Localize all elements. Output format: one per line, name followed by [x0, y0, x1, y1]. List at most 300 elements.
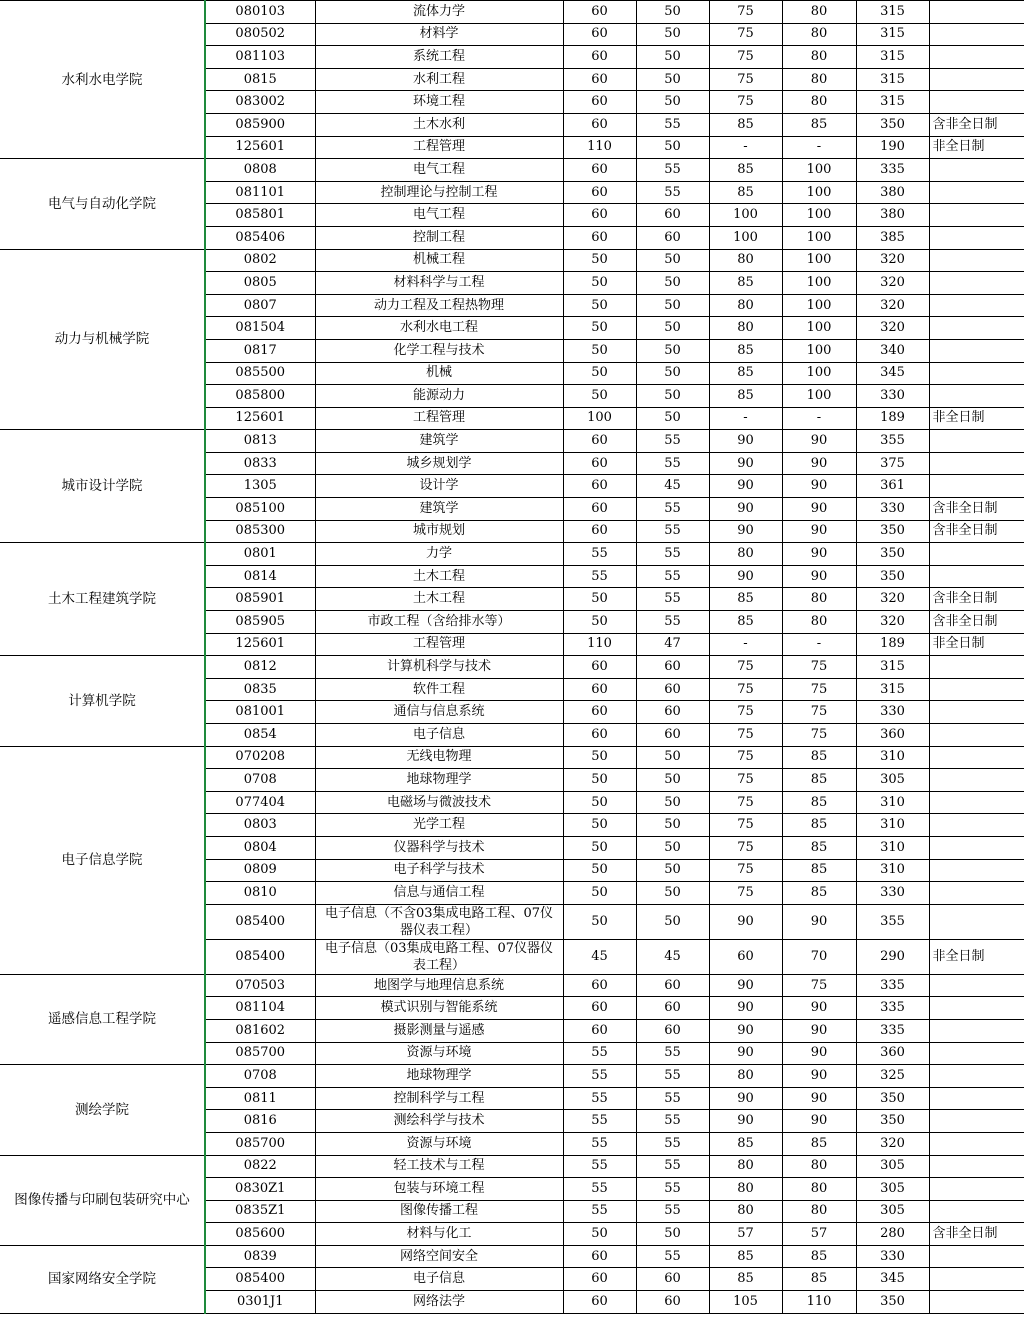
major-name: 流体力学 — [315, 1, 563, 24]
college-name: 图像传播与印刷包装研究中心 — [0, 1155, 205, 1245]
score-politics: 60 — [563, 475, 636, 498]
score-politics: 50 — [563, 791, 636, 814]
score-total: 335 — [856, 159, 929, 182]
major-name: 资源与环境 — [315, 1132, 563, 1155]
score-politics: 55 — [563, 1042, 636, 1065]
score-subject-1: 85 — [709, 1245, 782, 1268]
major-code: 0833 — [205, 452, 315, 475]
remark — [929, 294, 1024, 317]
score-subject-1: 80 — [709, 294, 782, 317]
major-name: 计算机科学与技术 — [315, 656, 563, 679]
remark — [929, 836, 1024, 859]
remark: 非全日制 — [929, 407, 1024, 430]
score-subject-1: 75 — [709, 836, 782, 859]
major-code: 0822 — [205, 1155, 315, 1178]
score-total: 189 — [856, 407, 929, 430]
remark — [929, 656, 1024, 679]
remark — [929, 974, 1024, 997]
score-total: 330 — [856, 1245, 929, 1268]
score-foreign-language: 55 — [636, 543, 709, 566]
table-row — [0, 430, 1024, 453]
score-total: 320 — [856, 249, 929, 272]
major-name: 建筑学 — [315, 430, 563, 453]
major-name: 控制理论与控制工程 — [315, 181, 563, 204]
major-name: 控制科学与工程 — [315, 1087, 563, 1110]
score-subject-1: 90 — [709, 498, 782, 521]
score-politics: 50 — [563, 362, 636, 385]
remark — [929, 997, 1024, 1020]
score-subject-1: - — [709, 633, 782, 656]
major-name: 网络法学 — [315, 1291, 563, 1314]
score-total: 310 — [856, 814, 929, 837]
score-total: 330 — [856, 882, 929, 905]
remark — [929, 1019, 1024, 1042]
score-foreign-language: 55 — [636, 498, 709, 521]
major-code: 085400 — [205, 939, 315, 974]
score-politics: 50 — [563, 769, 636, 792]
score-foreign-language: 60 — [636, 204, 709, 227]
score-politics: 60 — [563, 1245, 636, 1268]
major-code: 085400 — [205, 1268, 315, 1291]
major-code: 0807 — [205, 294, 315, 317]
major-code: 125601 — [205, 633, 315, 656]
table-row — [0, 1155, 1024, 1178]
major-name: 电气工程 — [315, 159, 563, 182]
score-total: 315 — [856, 23, 929, 46]
score-subject-1: 85 — [709, 611, 782, 634]
score-foreign-language: 50 — [636, 68, 709, 91]
score-foreign-language: 50 — [636, 385, 709, 408]
score-subject-2: 80 — [782, 1, 856, 24]
score-subject-2: 100 — [782, 272, 856, 295]
score-politics: 50 — [563, 294, 636, 317]
score-politics: 60 — [563, 997, 636, 1020]
score-politics: 60 — [563, 113, 636, 136]
score-foreign-language: 55 — [636, 452, 709, 475]
major-code: 085700 — [205, 1132, 315, 1155]
remark — [929, 249, 1024, 272]
score-total: 385 — [856, 226, 929, 249]
score-politics: 60 — [563, 520, 636, 543]
score-foreign-language: 55 — [636, 611, 709, 634]
major-code: 0835Z1 — [205, 1200, 315, 1223]
score-total: 330 — [856, 498, 929, 521]
score-total: 315 — [856, 1, 929, 24]
score-subject-1: - — [709, 407, 782, 430]
score-subject-2: 85 — [782, 746, 856, 769]
major-code: 070208 — [205, 746, 315, 769]
college-name: 测绘学院 — [0, 1065, 205, 1155]
score-foreign-language: 50 — [636, 746, 709, 769]
major-name: 电磁场与微波技术 — [315, 791, 563, 814]
major-code: 0817 — [205, 339, 315, 362]
score-foreign-language: 55 — [636, 1245, 709, 1268]
score-subject-1: 85 — [709, 159, 782, 182]
score-foreign-language: 55 — [636, 1087, 709, 1110]
score-politics: 50 — [563, 904, 636, 939]
score-total: 190 — [856, 136, 929, 159]
score-politics: 50 — [563, 339, 636, 362]
score-subject-1: 90 — [709, 430, 782, 453]
major-code: 085801 — [205, 204, 315, 227]
score-total: 345 — [856, 1268, 929, 1291]
score-subject-1: 85 — [709, 272, 782, 295]
score-subject-2: 90 — [782, 904, 856, 939]
major-name: 电子信息（不含03集成电路工程、07仪器仪表工程） — [315, 904, 563, 939]
college-name: 城市设计学院 — [0, 430, 205, 543]
table-row — [0, 159, 1024, 182]
score-subject-2: 80 — [782, 1200, 856, 1223]
major-name: 模式识别与智能系统 — [315, 997, 563, 1020]
score-subject-1: 75 — [709, 769, 782, 792]
major-code: 085905 — [205, 611, 315, 634]
score-total: 315 — [856, 68, 929, 91]
remark — [929, 1087, 1024, 1110]
major-name: 资源与环境 — [315, 1042, 563, 1065]
score-politics: 55 — [563, 565, 636, 588]
remark — [929, 46, 1024, 69]
major-name: 电气工程 — [315, 204, 563, 227]
major-name: 软件工程 — [315, 678, 563, 701]
score-total: 305 — [856, 1200, 929, 1223]
major-name: 土木水利 — [315, 113, 563, 136]
remark — [929, 1065, 1024, 1088]
major-code: 0801 — [205, 543, 315, 566]
major-name: 仪器科学与技术 — [315, 836, 563, 859]
score-subject-2: 80 — [782, 91, 856, 114]
score-total: 310 — [856, 836, 929, 859]
score-subject-1: 80 — [709, 1200, 782, 1223]
score-total: 355 — [856, 430, 929, 453]
score-subject-2: 90 — [782, 520, 856, 543]
score-subject-2: 80 — [782, 1155, 856, 1178]
score-total: 280 — [856, 1223, 929, 1246]
score-subject-2: 80 — [782, 23, 856, 46]
remark: 含非全日制 — [929, 611, 1024, 634]
score-subject-2: 90 — [782, 1042, 856, 1065]
score-total: 305 — [856, 1155, 929, 1178]
table-row — [0, 746, 1024, 769]
major-name: 光学工程 — [315, 814, 563, 837]
major-name: 土木工程 — [315, 565, 563, 588]
score-subject-1: 90 — [709, 1110, 782, 1133]
score-subject-1: 75 — [709, 678, 782, 701]
score-politics: 60 — [563, 974, 636, 997]
score-subject-1: 75 — [709, 882, 782, 905]
score-table-body — [0, 1, 1024, 1314]
major-code: 081104 — [205, 997, 315, 1020]
score-foreign-language: 50 — [636, 1, 709, 24]
score-total: 290 — [856, 939, 929, 974]
major-name: 水利工程 — [315, 68, 563, 91]
score-foreign-language: 45 — [636, 939, 709, 974]
remark: 含非全日制 — [929, 498, 1024, 521]
remark — [929, 68, 1024, 91]
score-subject-2: 85 — [782, 113, 856, 136]
score-foreign-language: 60 — [636, 1268, 709, 1291]
score-total: 375 — [856, 452, 929, 475]
score-foreign-language: 50 — [636, 407, 709, 430]
score-total: 360 — [856, 1042, 929, 1065]
score-subject-2: 85 — [782, 814, 856, 837]
remark — [929, 91, 1024, 114]
remark — [929, 272, 1024, 295]
score-subject-2: 110 — [782, 1291, 856, 1314]
remark: 含非全日制 — [929, 588, 1024, 611]
major-code: 0708 — [205, 769, 315, 792]
score-total: 315 — [856, 46, 929, 69]
score-politics: 60 — [563, 656, 636, 679]
score-subject-1: 90 — [709, 1087, 782, 1110]
score-subject-2: 75 — [782, 678, 856, 701]
college-name: 国家网络安全学院 — [0, 1245, 205, 1313]
remark — [929, 791, 1024, 814]
score-politics: 55 — [563, 1132, 636, 1155]
score-subject-2: 75 — [782, 974, 856, 997]
score-foreign-language: 55 — [636, 1132, 709, 1155]
major-name: 图像传播工程 — [315, 1200, 563, 1223]
score-total: 325 — [856, 1065, 929, 1088]
major-name: 水利水电工程 — [315, 317, 563, 340]
remark — [929, 1132, 1024, 1155]
major-name: 材料学 — [315, 23, 563, 46]
score-subject-2: 85 — [782, 1268, 856, 1291]
score-politics: 55 — [563, 1087, 636, 1110]
table-row — [0, 1065, 1024, 1088]
major-code: 085100 — [205, 498, 315, 521]
remark — [929, 1, 1024, 24]
remark — [929, 1291, 1024, 1314]
major-name: 电子信息（03集成电路工程、07仪器仪表工程） — [315, 939, 563, 974]
score-subject-2: 85 — [782, 836, 856, 859]
score-foreign-language: 50 — [636, 317, 709, 340]
score-total: 320 — [856, 588, 929, 611]
score-subject-2: 75 — [782, 724, 856, 747]
remark — [929, 1110, 1024, 1133]
score-foreign-language: 55 — [636, 1042, 709, 1065]
score-foreign-language: 55 — [636, 1110, 709, 1133]
major-name: 建筑学 — [315, 498, 563, 521]
remark — [929, 769, 1024, 792]
score-foreign-language: 55 — [636, 520, 709, 543]
score-subject-1: 90 — [709, 904, 782, 939]
score-subject-2: 85 — [782, 882, 856, 905]
score-subject-1: 90 — [709, 974, 782, 997]
score-total: 350 — [856, 113, 929, 136]
score-politics: 55 — [563, 1178, 636, 1201]
major-code: 0812 — [205, 656, 315, 679]
major-name: 设计学 — [315, 475, 563, 498]
score-foreign-language: 50 — [636, 769, 709, 792]
score-foreign-language: 50 — [636, 882, 709, 905]
score-total: 305 — [856, 1178, 929, 1201]
score-subject-1: 75 — [709, 46, 782, 69]
remark: 含非全日制 — [929, 1223, 1024, 1246]
table-row — [0, 249, 1024, 272]
major-code: 085800 — [205, 385, 315, 408]
score-foreign-language: 55 — [636, 1178, 709, 1201]
score-foreign-language: 50 — [636, 136, 709, 159]
major-code: 085406 — [205, 226, 315, 249]
remark: 含非全日制 — [929, 113, 1024, 136]
score-foreign-language: 60 — [636, 997, 709, 1020]
major-code: 0804 — [205, 836, 315, 859]
major-name: 土木工程 — [315, 588, 563, 611]
score-total: 320 — [856, 294, 929, 317]
score-politics: 60 — [563, 430, 636, 453]
score-subject-1: 75 — [709, 859, 782, 882]
score-subject-1: 90 — [709, 997, 782, 1020]
table-row — [0, 974, 1024, 997]
score-total: 320 — [856, 317, 929, 340]
remark — [929, 814, 1024, 837]
score-politics: 60 — [563, 1019, 636, 1042]
score-foreign-language: 50 — [636, 1223, 709, 1246]
score-total: 345 — [856, 362, 929, 385]
score-total: 350 — [856, 543, 929, 566]
score-foreign-language: 55 — [636, 588, 709, 611]
score-foreign-language: 55 — [636, 1065, 709, 1088]
major-code: 085500 — [205, 362, 315, 385]
major-code: 0839 — [205, 1245, 315, 1268]
score-politics: 45 — [563, 939, 636, 974]
score-subject-2: 90 — [782, 430, 856, 453]
score-total: 350 — [856, 1110, 929, 1133]
college-name: 水利水电学院 — [0, 1, 205, 159]
major-code: 0810 — [205, 882, 315, 905]
remark — [929, 543, 1024, 566]
major-code: 081101 — [205, 181, 315, 204]
score-subject-1: 85 — [709, 588, 782, 611]
score-total: 189 — [856, 633, 929, 656]
remark — [929, 362, 1024, 385]
score-politics: 60 — [563, 68, 636, 91]
score-subject-1: 80 — [709, 1065, 782, 1088]
score-politics: 60 — [563, 204, 636, 227]
major-code: 0830Z1 — [205, 1178, 315, 1201]
major-code: 070503 — [205, 974, 315, 997]
major-name: 包装与环境工程 — [315, 1178, 563, 1201]
score-subject-2: 90 — [782, 475, 856, 498]
remark — [929, 1245, 1024, 1268]
remark — [929, 385, 1024, 408]
major-name: 市政工程（含给排水等） — [315, 611, 563, 634]
major-name: 工程管理 — [315, 136, 563, 159]
score-foreign-language: 50 — [636, 249, 709, 272]
score-foreign-language: 50 — [636, 791, 709, 814]
score-total: 315 — [856, 91, 929, 114]
score-subject-1: 75 — [709, 814, 782, 837]
score-politics: 50 — [563, 836, 636, 859]
score-total: 350 — [856, 565, 929, 588]
score-foreign-language: 60 — [636, 656, 709, 679]
score-subject-1: 90 — [709, 452, 782, 475]
score-subject-2: 85 — [782, 1245, 856, 1268]
major-name: 城市规划 — [315, 520, 563, 543]
score-politics: 50 — [563, 814, 636, 837]
college-name: 电气与自动化学院 — [0, 159, 205, 249]
major-code: 083002 — [205, 91, 315, 114]
score-politics: 50 — [563, 317, 636, 340]
score-subject-1: - — [709, 136, 782, 159]
score-subject-1: 80 — [709, 249, 782, 272]
score-subject-2: 80 — [782, 46, 856, 69]
remark — [929, 904, 1024, 939]
score-subject-1: 75 — [709, 724, 782, 747]
score-subject-2: 90 — [782, 543, 856, 566]
major-name: 机械 — [315, 362, 563, 385]
score-total: 350 — [856, 1087, 929, 1110]
score-politics: 55 — [563, 1155, 636, 1178]
table-row — [0, 1245, 1024, 1268]
score-politics: 60 — [563, 181, 636, 204]
score-foreign-language: 60 — [636, 1019, 709, 1042]
remark — [929, 1155, 1024, 1178]
college-name: 动力与机械学院 — [0, 249, 205, 430]
score-foreign-language: 47 — [636, 633, 709, 656]
major-name: 城乡规划学 — [315, 452, 563, 475]
score-total: 310 — [856, 791, 929, 814]
table-row — [0, 656, 1024, 679]
major-name: 无线电物理 — [315, 746, 563, 769]
major-code: 085400 — [205, 904, 315, 939]
score-politics: 60 — [563, 159, 636, 182]
major-code: 085900 — [205, 113, 315, 136]
score-total: 350 — [856, 1291, 929, 1314]
score-subject-2: 100 — [782, 226, 856, 249]
remark — [929, 1200, 1024, 1223]
score-subject-2: 85 — [782, 791, 856, 814]
remark — [929, 701, 1024, 724]
score-subject-2: - — [782, 633, 856, 656]
major-code: 0802 — [205, 249, 315, 272]
major-code: 0816 — [205, 1110, 315, 1133]
score-politics: 50 — [563, 385, 636, 408]
score-politics: 55 — [563, 1065, 636, 1088]
table-row — [0, 1, 1024, 24]
college-name: 电子信息学院 — [0, 746, 205, 974]
score-subject-2: 80 — [782, 611, 856, 634]
score-subject-1: 80 — [709, 1178, 782, 1201]
score-subject-2: 100 — [782, 181, 856, 204]
score-politics: 60 — [563, 1, 636, 24]
score-politics: 55 — [563, 543, 636, 566]
score-total: 310 — [856, 746, 929, 769]
score-politics: 60 — [563, 701, 636, 724]
major-code: 085901 — [205, 588, 315, 611]
remark — [929, 339, 1024, 362]
score-subject-1: 85 — [709, 181, 782, 204]
major-code: 0803 — [205, 814, 315, 837]
score-subject-1: 85 — [709, 1132, 782, 1155]
score-politics: 55 — [563, 1200, 636, 1223]
score-politics: 60 — [563, 678, 636, 701]
score-total: 320 — [856, 611, 929, 634]
score-politics: 50 — [563, 611, 636, 634]
score-subject-2: 80 — [782, 1178, 856, 1201]
score-subject-2: 90 — [782, 1087, 856, 1110]
major-code: 0301J1 — [205, 1291, 315, 1314]
score-politics: 50 — [563, 1223, 636, 1246]
score-foreign-language: 55 — [636, 181, 709, 204]
score-subject-2: 100 — [782, 159, 856, 182]
score-subject-1: 85 — [709, 339, 782, 362]
major-code: 1305 — [205, 475, 315, 498]
score-politics: 50 — [563, 588, 636, 611]
remark — [929, 859, 1024, 882]
score-foreign-language: 60 — [636, 724, 709, 747]
remark — [929, 475, 1024, 498]
